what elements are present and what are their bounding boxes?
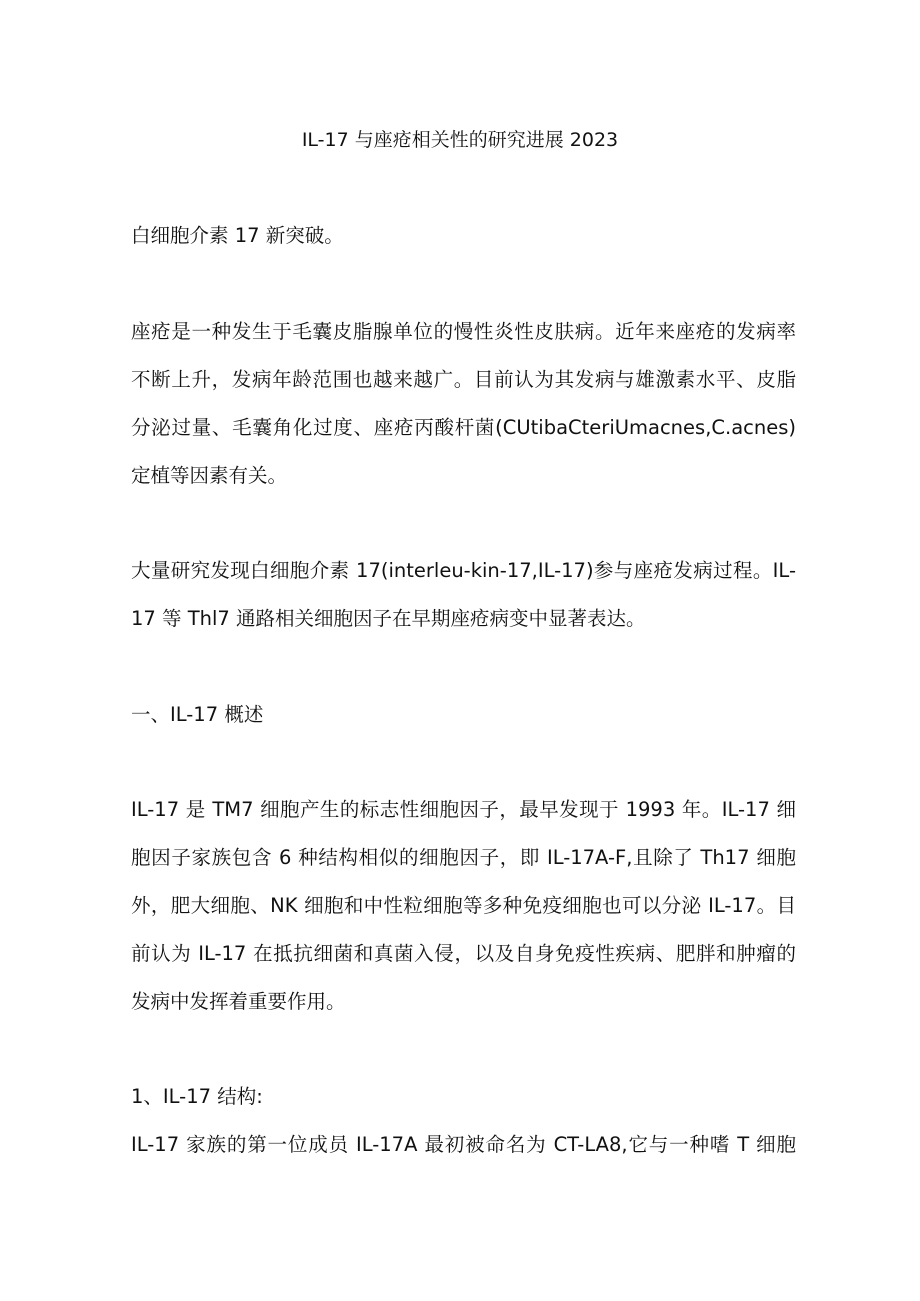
paragraph-line: 大量研究发现白细胞介素 17(interleu-kin-17,IL-17)参与座疮发病过程。IL- [131,559,796,582]
paragraph-line: 不断上升，发病年龄范围也越来越广。目前认为其发病与雄激素水平、皮脂 [131,368,796,391]
paragraph-line: 分泌过量、毛囊角化过度、座疮丙酸杆菌(CUtibaCteriUmacnes,C.acnes) [131,416,796,439]
paragraph-line: IL-17 家族的第一位成员 IL-17A 最初被命名为 CT-LA8,它与一种嗜 T 细胞 [131,1133,796,1156]
paragraph-line: 前认为 IL-17 在抵抗细菌和真菌入侵，以及自身免疫性疾病、肥胖和肿瘤的 [131,942,796,965]
paragraph-line: 发病中发挥着重要作用。 [131,990,346,1013]
document-subtitle: 白细胞介素 17 新突破。 [131,224,344,247]
subsection-heading-structure: 1、IL-17 结构: [131,1085,263,1108]
document-title: IL-17 与座疮相关性的研究进展 2023 [301,129,619,151]
paragraph-line: 17 等 Thl7 通路相关细胞因子在早期座疮病变中显著表达。 [131,607,646,630]
paragraph-line: 外，肥大细胞、NK 细胞和中性粒细胞等多种免疫细胞也可以分泌 IL-17。目 [131,894,796,917]
paragraph-line: 定植等因素有关。 [131,464,288,487]
paragraph-line: 胞因子家族包含 6 种结构相似的细胞因子，即 IL-17A-F,且除了 Th17 细胞 [131,846,796,869]
paragraph-line: 座疮是一种发生于毛囊皮脂腺单位的慢性炎性皮肤病。近年来座疮的发病率 [131,320,796,343]
paragraph-line: IL-17 是 TM7 细胞产生的标志性细胞因子，最早发现于 1993 年。IL-17 细 [131,798,796,821]
section-heading-overview: 一、IL-17 概述 [131,703,264,726]
